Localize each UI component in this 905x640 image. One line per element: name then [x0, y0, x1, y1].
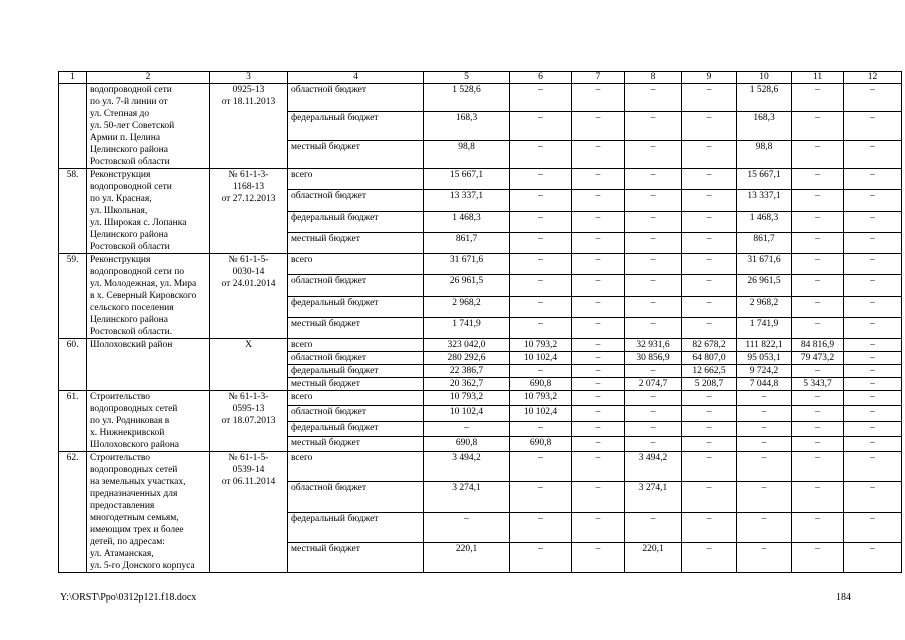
- value-cell: 13 337,1: [424, 190, 510, 211]
- value-cell: –: [572, 406, 625, 421]
- value-cell: –: [625, 211, 682, 232]
- value-cell: 84 816,9: [792, 339, 844, 352]
- object-name: Реконструкция водопроводной сети по ул. Красная, ул. Школьная, ул. Широкая с. Лопанка Целинского района Ростовской области: [87, 169, 210, 254]
- column-header: 11: [792, 72, 844, 84]
- value-cell: –: [572, 275, 625, 296]
- value-cell: –: [844, 317, 902, 338]
- value-cell: 9 724,2: [737, 365, 792, 378]
- value-cell: –: [625, 169, 682, 190]
- value-cell: –: [572, 352, 625, 365]
- value-cell: 3 274,1: [625, 482, 682, 512]
- value-cell: –: [792, 296, 844, 317]
- value-cell: 1 528,6: [424, 84, 510, 112]
- value-cell: 15 667,1: [424, 169, 510, 190]
- column-header: 12: [844, 72, 902, 84]
- value-cell: –: [682, 436, 737, 451]
- value-cell: –: [737, 542, 792, 572]
- value-cell: –: [510, 452, 572, 482]
- value-cell: –: [737, 421, 792, 436]
- value-cell: –: [572, 512, 625, 542]
- table-row: [59, 84, 902, 112]
- column-header: 5: [424, 72, 510, 84]
- value-cell: –: [682, 317, 737, 338]
- value-cell: –: [510, 84, 572, 112]
- row-number: 60.: [59, 339, 87, 391]
- value-cell: –: [792, 211, 844, 232]
- value-cell: –: [844, 232, 902, 253]
- value-cell: 1 468,3: [737, 211, 792, 232]
- funding-source: местный бюджет: [288, 436, 424, 451]
- value-cell: –: [510, 275, 572, 296]
- table-row: [59, 169, 902, 190]
- value-cell: –: [844, 140, 902, 168]
- value-cell: 30 856,9: [625, 352, 682, 365]
- table-row: [59, 391, 902, 406]
- value-cell: –: [625, 421, 682, 436]
- value-cell: –: [572, 232, 625, 253]
- column-header: 4: [288, 72, 424, 84]
- value-cell: –: [844, 254, 902, 275]
- value-cell: –: [737, 436, 792, 451]
- value-cell: –: [572, 211, 625, 232]
- value-cell: 220,1: [424, 542, 510, 572]
- funding-source: областной бюджет: [288, 190, 424, 211]
- value-cell: –: [844, 296, 902, 317]
- value-cell: –: [510, 254, 572, 275]
- value-cell: –: [682, 275, 737, 296]
- value-cell: 861,7: [737, 232, 792, 253]
- value-cell: –: [682, 512, 737, 542]
- funding-source: федеральный бюджет: [288, 211, 424, 232]
- budget-table: [58, 71, 902, 573]
- column-header: 6: [510, 72, 572, 84]
- funding-source: местный бюджет: [288, 140, 424, 168]
- document-ref: № 61-1-3- 1168-13 от 27.12.2013: [210, 169, 288, 254]
- row-number: 62.: [59, 452, 87, 573]
- value-cell: –: [510, 211, 572, 232]
- column-header: 7: [572, 72, 625, 84]
- value-cell: 98,8: [737, 140, 792, 168]
- value-cell: –: [510, 542, 572, 572]
- value-cell: –: [844, 378, 902, 391]
- value-cell: –: [844, 436, 902, 451]
- value-cell: –: [682, 254, 737, 275]
- value-cell: –: [844, 421, 902, 436]
- value-cell: 22 386,7: [424, 365, 510, 378]
- file-path: Y:\ORST\Ppo\0312p121.f18.docx: [60, 592, 197, 603]
- value-cell: –: [844, 190, 902, 211]
- value-cell: –: [572, 140, 625, 168]
- value-cell: –: [682, 421, 737, 436]
- value-cell: –: [510, 317, 572, 338]
- value-cell: 323 042,0: [424, 339, 510, 352]
- value-cell: –: [572, 365, 625, 378]
- value-cell: 168,3: [737, 112, 792, 140]
- value-cell: –: [792, 190, 844, 211]
- value-cell: –: [737, 452, 792, 482]
- object-name: Строительство водопроводных сетей на земельных участках, предназначенных для предоставления многодетным семьям, имеющим трех и более детей, по адресам: ул. Атаманская, ул. 5-го Донского корпуса: [87, 452, 210, 573]
- value-cell: 13 337,1: [737, 190, 792, 211]
- value-cell: –: [572, 339, 625, 352]
- value-cell: –: [572, 190, 625, 211]
- value-cell: 31 671,6: [737, 254, 792, 275]
- value-cell: 12 662,5: [682, 365, 737, 378]
- value-cell: –: [510, 512, 572, 542]
- value-cell: 690,8: [510, 436, 572, 451]
- column-header: 10: [737, 72, 792, 84]
- value-cell: –: [625, 275, 682, 296]
- value-cell: –: [572, 421, 625, 436]
- document-ref: № 61-1-3- 0595-13 от 18.07.2013: [210, 391, 288, 452]
- value-cell: –: [510, 296, 572, 317]
- object-name: Строительство водопроводных сетей по ул. Родниковая в х. Нижнекривской Шолоховского района: [87, 391, 210, 452]
- row-number: [59, 84, 87, 169]
- value-cell: 220,1: [625, 542, 682, 572]
- value-cell: –: [510, 112, 572, 140]
- value-cell: –: [682, 391, 737, 406]
- value-cell: 7 044,8: [737, 378, 792, 391]
- value-cell: 2 074,7: [625, 378, 682, 391]
- value-cell: –: [792, 482, 844, 512]
- value-cell: –: [737, 512, 792, 542]
- value-cell: –: [792, 232, 844, 253]
- value-cell: –: [844, 542, 902, 572]
- value-cell: –: [792, 112, 844, 140]
- value-cell: –: [792, 275, 844, 296]
- value-cell: –: [844, 84, 902, 112]
- value-cell: 2 968,2: [424, 296, 510, 317]
- value-cell: –: [844, 365, 902, 378]
- funding-source: всего: [288, 339, 424, 352]
- header-row: [59, 72, 902, 84]
- document-ref: № 61-1-5- 0539-14 от 06.11.2014: [210, 452, 288, 573]
- table-row: [59, 452, 902, 482]
- value-cell: –: [625, 406, 682, 421]
- value-cell: –: [792, 542, 844, 572]
- funding-source: областной бюджет: [288, 352, 424, 365]
- value-cell: 5 208,7: [682, 378, 737, 391]
- value-cell: –: [792, 391, 844, 406]
- value-cell: –: [682, 542, 737, 572]
- value-cell: –: [792, 406, 844, 421]
- funding-source: местный бюджет: [288, 378, 424, 391]
- funding-source: всего: [288, 254, 424, 275]
- value-cell: –: [682, 140, 737, 168]
- funding-source: федеральный бюджет: [288, 296, 424, 317]
- value-cell: –: [510, 190, 572, 211]
- funding-source: всего: [288, 391, 424, 406]
- value-cell: –: [844, 339, 902, 352]
- value-cell: –: [792, 169, 844, 190]
- value-cell: –: [625, 84, 682, 112]
- object-name: Реконструкция водопроводной сети по ул. Молодежная, ул. Мира в х. Северный Кировского сельского поселения Целинского района Ростовской области.: [87, 254, 210, 339]
- value-cell: –: [572, 542, 625, 572]
- value-cell: 10 102,4: [510, 406, 572, 421]
- value-cell: 168,3: [424, 112, 510, 140]
- value-cell: –: [844, 512, 902, 542]
- page-number: 184: [836, 592, 851, 603]
- value-cell: 3 494,2: [424, 452, 510, 482]
- value-cell: –: [844, 406, 902, 421]
- value-cell: 32 931,6: [625, 339, 682, 352]
- value-cell: 10 793,2: [510, 339, 572, 352]
- object-name: водопроводной сети по ул. 7-й линии от ул. Степная до ул. 50-лет Советской Армии п. Целина Целинского района Ростовской области: [87, 84, 210, 169]
- value-cell: –: [844, 169, 902, 190]
- funding-source: всего: [288, 452, 424, 482]
- table-row: [59, 339, 902, 352]
- value-cell: –: [682, 190, 737, 211]
- value-cell: 280 292,6: [424, 352, 510, 365]
- funding-source: федеральный бюджет: [288, 421, 424, 436]
- value-cell: –: [844, 482, 902, 512]
- value-cell: –: [572, 169, 625, 190]
- value-cell: –: [625, 190, 682, 211]
- value-cell: –: [682, 452, 737, 482]
- value-cell: –: [510, 482, 572, 512]
- value-cell: –: [625, 232, 682, 253]
- object-name: Шолоховский район: [87, 339, 210, 391]
- value-cell: 10 793,2: [510, 391, 572, 406]
- value-cell: 15 667,1: [737, 169, 792, 190]
- value-cell: –: [792, 254, 844, 275]
- value-cell: –: [682, 482, 737, 512]
- value-cell: –: [792, 365, 844, 378]
- value-cell: –: [572, 378, 625, 391]
- value-cell: 10 793,2: [424, 391, 510, 406]
- value-cell: 1 741,9: [737, 317, 792, 338]
- document-ref: 0925-13 от 18.11.2013: [210, 84, 288, 169]
- funding-source: местный бюджет: [288, 542, 424, 572]
- value-cell: –: [682, 169, 737, 190]
- row-number: 61.: [59, 391, 87, 452]
- value-cell: 3 494,2: [625, 452, 682, 482]
- value-cell: 95 053,1: [737, 352, 792, 365]
- funding-source: областной бюджет: [288, 84, 424, 112]
- funding-source: областной бюджет: [288, 406, 424, 421]
- funding-source: областной бюджет: [288, 275, 424, 296]
- value-cell: –: [792, 317, 844, 338]
- value-cell: 20 362,7: [424, 378, 510, 391]
- value-cell: –: [844, 211, 902, 232]
- value-cell: –: [792, 436, 844, 451]
- value-cell: –: [792, 452, 844, 482]
- value-cell: 1 468,3: [424, 211, 510, 232]
- document-ref: № 61-1-5- 0030-14 от 24.01.2014: [210, 254, 288, 339]
- value-cell: 111 822,1: [737, 339, 792, 352]
- value-cell: –: [682, 406, 737, 421]
- column-header: 9: [682, 72, 737, 84]
- value-cell: –: [844, 391, 902, 406]
- value-cell: –: [682, 296, 737, 317]
- funding-source: федеральный бюджет: [288, 112, 424, 140]
- value-cell: –: [844, 352, 902, 365]
- column-header: 3: [210, 72, 288, 84]
- value-cell: 690,8: [510, 378, 572, 391]
- document-ref: Х: [210, 339, 288, 391]
- column-header: 1: [59, 72, 87, 84]
- column-header: 8: [625, 72, 682, 84]
- value-cell: –: [510, 140, 572, 168]
- row-number: 59.: [59, 254, 87, 339]
- value-cell: 82 678,2: [682, 339, 737, 352]
- value-cell: 2 968,2: [737, 296, 792, 317]
- value-cell: –: [510, 169, 572, 190]
- value-cell: –: [682, 112, 737, 140]
- value-cell: 10 102,4: [424, 406, 510, 421]
- value-cell: –: [625, 254, 682, 275]
- value-cell: –: [510, 232, 572, 253]
- value-cell: –: [625, 365, 682, 378]
- value-cell: –: [510, 365, 572, 378]
- value-cell: –: [572, 482, 625, 512]
- value-cell: –: [792, 421, 844, 436]
- value-cell: 79 473,2: [792, 352, 844, 365]
- value-cell: –: [682, 232, 737, 253]
- value-cell: 3 274,1: [424, 482, 510, 512]
- value-cell: –: [572, 296, 625, 317]
- value-cell: 31 671,6: [424, 254, 510, 275]
- value-cell: –: [682, 211, 737, 232]
- funding-source: федеральный бюджет: [288, 512, 424, 542]
- value-cell: –: [625, 112, 682, 140]
- value-cell: 5 343,7: [792, 378, 844, 391]
- value-cell: –: [424, 421, 510, 436]
- value-cell: 1 741,9: [424, 317, 510, 338]
- value-cell: –: [792, 512, 844, 542]
- value-cell: 64 807,0: [682, 352, 737, 365]
- value-cell: –: [510, 421, 572, 436]
- value-cell: –: [792, 84, 844, 112]
- value-cell: –: [844, 112, 902, 140]
- value-cell: –: [625, 296, 682, 317]
- value-cell: 26 961,5: [424, 275, 510, 296]
- value-cell: 26 961,5: [737, 275, 792, 296]
- value-cell: –: [625, 512, 682, 542]
- value-cell: –: [737, 391, 792, 406]
- value-cell: –: [844, 275, 902, 296]
- value-cell: –: [625, 436, 682, 451]
- value-cell: –: [844, 452, 902, 482]
- value-cell: –: [572, 112, 625, 140]
- value-cell: –: [424, 512, 510, 542]
- value-cell: 690,8: [424, 436, 510, 451]
- value-cell: –: [572, 452, 625, 482]
- value-cell: –: [572, 84, 625, 112]
- funding-source: федеральный бюджет: [288, 365, 424, 378]
- value-cell: –: [625, 391, 682, 406]
- funding-source: местный бюджет: [288, 232, 424, 253]
- value-cell: –: [737, 406, 792, 421]
- value-cell: –: [682, 84, 737, 112]
- funding-source: местный бюджет: [288, 317, 424, 338]
- value-cell: –: [625, 317, 682, 338]
- value-cell: 10 102,4: [510, 352, 572, 365]
- value-cell: –: [572, 317, 625, 338]
- row-number: 58.: [59, 169, 87, 254]
- value-cell: –: [737, 482, 792, 512]
- funding-source: областной бюджет: [288, 482, 424, 512]
- value-cell: –: [625, 140, 682, 168]
- value-cell: –: [792, 140, 844, 168]
- value-cell: –: [572, 254, 625, 275]
- value-cell: 1 528,6: [737, 84, 792, 112]
- column-header: 2: [87, 72, 210, 84]
- value-cell: –: [572, 436, 625, 451]
- value-cell: 861,7: [424, 232, 510, 253]
- funding-source: всего: [288, 169, 424, 190]
- table-row: [59, 254, 902, 275]
- value-cell: 98,8: [424, 140, 510, 168]
- value-cell: –: [572, 391, 625, 406]
